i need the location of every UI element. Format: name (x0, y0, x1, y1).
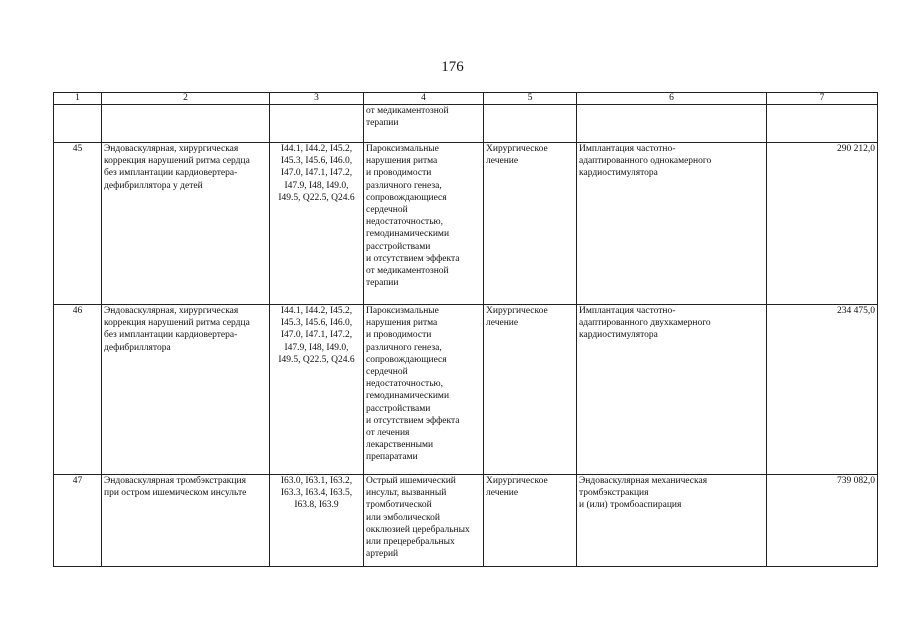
tariff-table (53, 92, 878, 567)
table-row (54, 475, 878, 567)
patient-model-cell: Острый ишемический инсульт, вызванный тромботической или эмболической окклюзией церебральных или прецеребральных артерий (364, 475, 484, 567)
treatment-type-cell: Хирургическое лечение (484, 143, 577, 305)
row-number-cell (54, 105, 102, 143)
treatment-type-cell (484, 105, 577, 143)
diagnosis-codes-cell: I44.1, I44.2, I45.2, I45.3, I45.6, I46.0, I47.0, I47.1, I47.2, I47.9, I48, I49.0, I49.5, Q22.5, Q24.6 (270, 305, 364, 475)
diagnosis-codes-cell: I63.0, I63.1, I63.2, I63.3, I63.4, I63.5, I63.8, I63.9 (270, 475, 364, 567)
treatment-method-cell: Эндоваскулярная механическая тромбэкстракция и (или) тромбоаспирация (577, 475, 767, 567)
price-cell: 234 475,0 (767, 305, 878, 475)
table-row (54, 305, 878, 475)
header-cell: 1 (54, 93, 102, 105)
price-cell: 290 212,0 (767, 143, 878, 305)
header-cell: 5 (484, 93, 577, 105)
diagnosis-codes-cell (270, 105, 364, 143)
procedure-name-cell: Эндоваскулярная тромбэкстракция при остром ишемическом инсульте (102, 475, 270, 567)
header-row (54, 93, 878, 105)
header-cell: 6 (577, 93, 767, 105)
table-row (54, 143, 878, 305)
header-cell: 2 (102, 93, 270, 105)
price-cell (767, 105, 878, 143)
treatment-method-cell: Имплантация частотно- адаптированного двухкамерного кардиостимулятора (577, 305, 767, 475)
row-number-cell: 47 (54, 475, 102, 567)
table-row (54, 105, 878, 143)
price-cell: 739 082,0 (767, 475, 878, 567)
treatment-method-cell: Имплантация частотно- адаптированного однокамерного кардиостимулятора (577, 143, 767, 305)
treatment-type-cell: Хирургическое лечение (484, 475, 577, 567)
header-cell: 3 (270, 93, 364, 105)
header-cell: 7 (767, 93, 878, 105)
patient-model-cell: Пароксизмальные нарушения ритма и проводимости различного генеза, сопровождающиеся сердечной недостаточностью, гемодинамическими расстройствами и отсутствием эффекта от медикаментозной терапии (364, 143, 484, 305)
row-number-cell: 46 (54, 305, 102, 475)
page-number: 176 (441, 59, 464, 75)
procedure-name-cell: Эндоваскулярная, хирургическая коррекция нарушений ритма сердца без имплантации кардиовертера- дефибриллятора (102, 305, 270, 475)
patient-model-cell: от медикаментозной терапии (364, 105, 484, 143)
row-number-cell: 45 (54, 143, 102, 305)
treatment-type-cell: Хирургическое лечение (484, 305, 577, 475)
patient-model-cell: Пароксизмальные нарушения ритма и проводимости различного генеза, сопровождающиеся сердечной недостаточностью, гемодинамическими расстройствами и отсутствием эффекта от лечения лекарственными препаратами (364, 305, 484, 475)
header-cell: 4 (364, 93, 484, 105)
diagnosis-codes-cell: I44.1, I44.2, I45.2, I45.3, I45.6, I46.0, I47.0, I47.1, I47.2, I47.9, I48, I49.0, I49.5, Q22.5, Q24.6 (270, 143, 364, 305)
treatment-method-cell (577, 105, 767, 143)
procedure-name-cell: Эндоваскулярная, хирургическая коррекция нарушений ритма сердца без имплантации кардиовертера- дефибриллятора у детей (102, 143, 270, 305)
procedure-name-cell (102, 105, 270, 143)
